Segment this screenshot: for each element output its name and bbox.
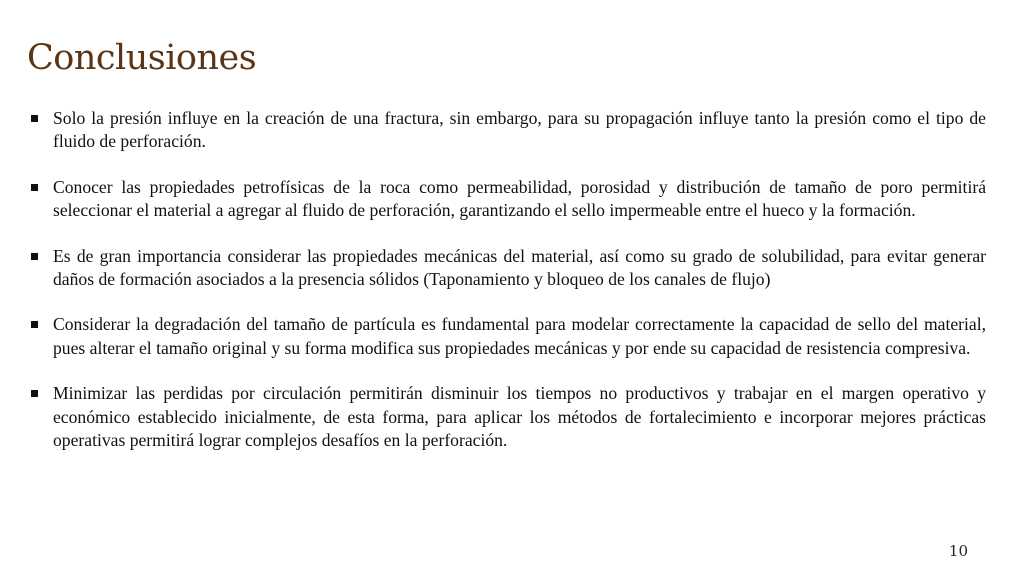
- list-item: [31, 313, 986, 360]
- list-item-text: Considerar la degradación del tamaño de partícula es fundamental para modelar correctamente la capacidad de sello del material, pues alterar el tamaño original y su forma modifica sus propiedades mecánicas y por ende su capacidad de resistencia compresiva.: [53, 314, 986, 358]
- square-bullet-icon: [31, 184, 38, 191]
- list-item-text: Minimizar las perdidas por circulación permitirán disminuir los tiempos no productivos y trabajar en el margen operativo y económico establecido inicialmente, de esta forma, para aplicar los métodos de fortalecimiento e incorporar mejores prácticas operativas permitirá lograr complejos desafíos en la perforación.: [53, 383, 986, 451]
- square-bullet-icon: [31, 253, 38, 260]
- square-bullet-icon: [31, 115, 38, 122]
- slide-title: Conclusiones: [27, 38, 257, 78]
- square-bullet-icon: [31, 390, 38, 397]
- list-item: [31, 107, 986, 154]
- list-item: [31, 176, 986, 223]
- list-item-text: Conocer las propiedades petrofísicas de la roca como permeabilidad, porosidad y distribución de tamaño de poro permitirá seleccionar el material a agregar al fluido de perforación, garantizando el sello impermeable entre el hueco y la formación.: [53, 176, 986, 221]
- list-item: [31, 382, 986, 452]
- list-item-text: Es de gran importancia considerar las propiedades mecánicas del material, así como su grado de solubilidad, para evitar generar daños de formación asociados a la presencia sólidos (Taponamiento y bloqueo de los canales de flujo): [53, 245, 986, 290]
- conclusions-list: [31, 107, 986, 474]
- list-item: [31, 245, 986, 292]
- page-number: 10: [948, 542, 968, 560]
- square-bullet-icon: [31, 321, 38, 328]
- list-item-text: Solo la presión influye en la creación de una fractura, sin embargo, para su propagación influye tanto la presión como el tipo de fluido de perforación.: [53, 108, 986, 152]
